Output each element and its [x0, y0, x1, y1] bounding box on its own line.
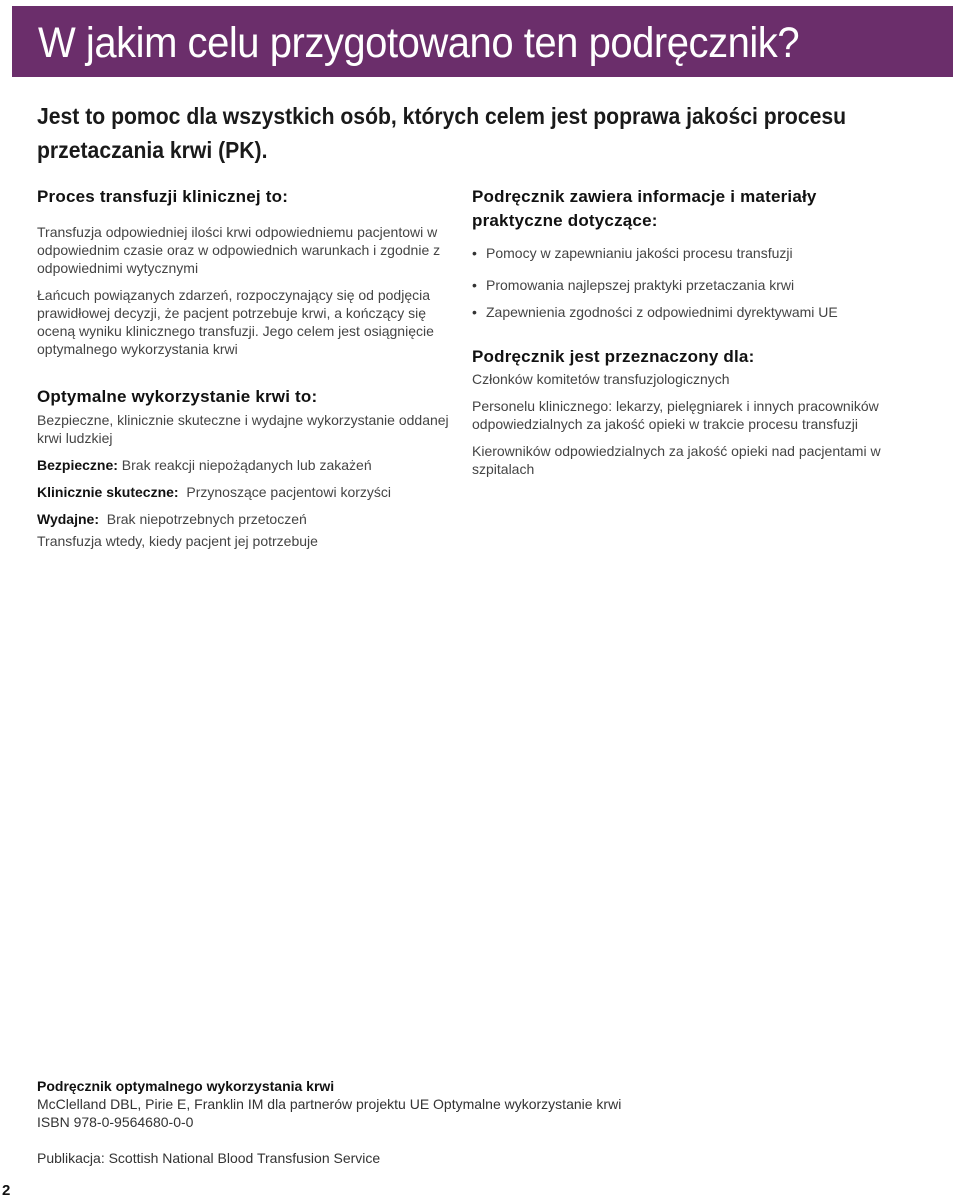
term: Wydajne:: [37, 511, 99, 527]
paragraph: Członków komitetów transfuzjologicznych: [472, 371, 730, 387]
paragraph: Kierowników odpowiedzialnych za jakość opieki nad pacjentami w szpitalach: [472, 443, 881, 477]
section-heading: Proces transfuzji klinicznej to:: [37, 187, 289, 206]
paragraph: Personelu klinicznego: lekarzy, pielęgniarek i innych pracowników odpowiedzialnych za jakość opieki w trakcie procesu transfuzji: [472, 398, 879, 432]
section-heading: Optymalne wykorzystanie krwi to:: [37, 387, 318, 406]
definition-item: [37, 456, 457, 474]
list-item: • Zapewnienia zgodności z odpowiednimi dyrektywami UE: [472, 303, 912, 321]
definition: Brak niepotrzebnych przetoczeń: [98, 511, 307, 527]
colophon: [37, 1077, 621, 1167]
page-title: W jakim celu przygotowano ten podręcznik?: [38, 19, 800, 67]
paragraph: Transfuzja odpowiedniej ilości krwi odpowiedniemu pacjentowi w odpowiednim czasie oraz w odpowiednich warunkach i zgodnie z odpowiednimi wytycznymi: [37, 224, 441, 276]
definition: Przynoszące pacjentowi korzyści: [178, 484, 392, 500]
term: Bezpieczne:: [37, 457, 118, 473]
isbn: ISBN 978-0-9564680-0-0: [37, 1114, 194, 1130]
bullet-list: [472, 244, 912, 321]
publisher: Publikacja: Scottish National Blood Transfusion Service: [37, 1150, 381, 1166]
lead-text: Jest to pomoc dla wszystkich osób, których celem jest poprawa jakości procesu przetaczania krwi (PK).: [37, 103, 847, 163]
left-column: [37, 185, 457, 550]
book-title: Podręcznik optymalnego wykorzystania krwi: [37, 1078, 335, 1094]
definition-item: [37, 483, 457, 501]
list-item: • Promowania najlepszej praktyki przetaczania krwi: [472, 276, 912, 294]
title-banner: [12, 6, 953, 77]
section-heading: Podręcznik zawiera informacje i materiały praktyczne dotyczące:: [472, 187, 817, 230]
section-heading: Podręcznik jest przeznaczony dla:: [472, 347, 755, 366]
definition: Brak reakcji niepożądanych lub zakażeń: [117, 457, 372, 473]
definition-item: [37, 510, 457, 528]
list-item: • Pomocy w zapewnianiu jakości procesu transfuzji: [472, 244, 912, 262]
paragraph: Transfuzja wtedy, kiedy pacjent jej potrzebuje: [37, 533, 318, 549]
term: Klinicznie skuteczne:: [37, 484, 179, 500]
right-column: [472, 185, 912, 478]
paragraph: Łańcuch powiązanych zdarzeń, rozpoczynający się od podjęcia prawidłowej decyzji, że pacjent potrzebuje krwi, a kończący się oceną wyniku klinicznego transfuzji. Jego celem jest osiągnięcie optymalnego wykorzystania krwi: [37, 287, 434, 357]
paragraph: Bezpieczne, klinicznie skuteczne i wydajne wykorzystanie oddanej krwi ludzkiej: [37, 412, 449, 446]
page-number: 2: [2, 1182, 11, 1199]
authors: McClelland DBL, Pirie E, Franklin IM dla partnerów projektu UE Optymalne wykorzystanie krwi: [37, 1096, 622, 1112]
